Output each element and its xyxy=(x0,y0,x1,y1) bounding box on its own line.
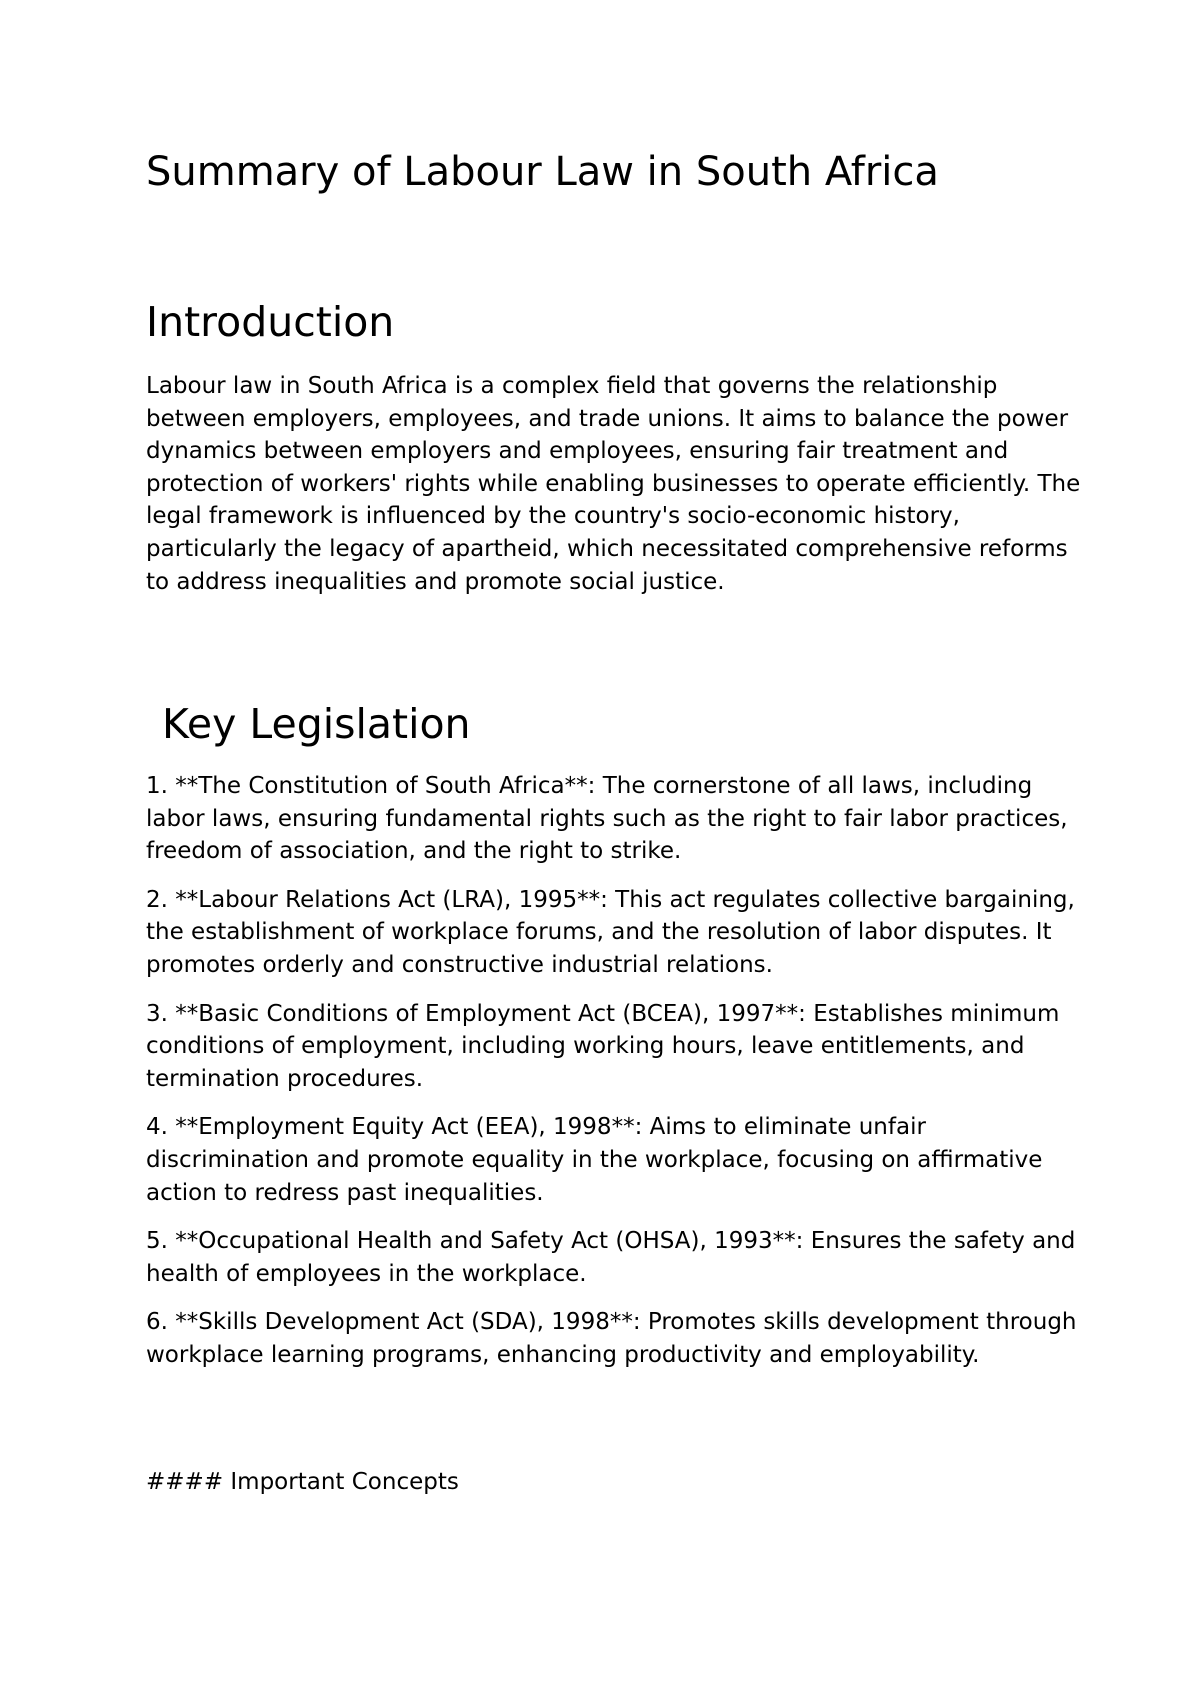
legislation-item-ohsa: 5. **Occupational Health and Safety Act (OHSA), 1993**: Ensures the safety and health of employees in the workplace. xyxy=(146,1228,1076,1287)
legislation-item-constitution: 1. **The Constitution of South Africa**: The cornerstone of all laws, including labor laws, ensuring fundamental rights such as the right to fair labor practices, freedom of association, and the right to strike. xyxy=(146,773,1068,865)
important-concepts-heading: #### Important Concepts xyxy=(146,1469,459,1495)
introduction-heading: Introduction xyxy=(146,298,395,346)
key-legislation-heading: Key Legislation xyxy=(162,700,471,748)
key-legislation-list xyxy=(146,770,1081,1388)
legislation-item-eea: 4. **Employment Equity Act (EEA), 1998**: Aims to eliminate unfair discrimination and promote equality in the workplace, focusing on affirmative action to redress past inequalities. xyxy=(146,1114,1043,1206)
legislation-item-bcea: 3. **Basic Conditions of Employment Act (BCEA), 1997**: Establishes minimum conditions of employment, including working hours, leave entitlements, and termination procedures. xyxy=(146,1000,1060,1092)
introduction-paragraph: Labour law in South Africa is a complex field that governs the relationship between employers, employees, and trade unions. It aims to balance the power dynamics between employers and employees, ensuring fair treatment and protection of workers' rights while enabling businesses to operate efficiently. The legal framework is influenced by the country's socio-economic history, particularly the legacy of apartheid, which necessitated comprehensive reforms to address inequalities and promote social justice. xyxy=(146,373,1081,595)
document-title: Summary of Labour Law in South Africa xyxy=(146,149,939,195)
legislation-item-lra: 2. **Labour Relations Act (LRA), 1995**: This act regulates collective bargaining, the establishment of workplace forums, and the resolution of labor disputes. It promotes orderly and constructive industrial relations. xyxy=(146,886,1075,978)
legislation-item-sda: 6. **Skills Development Act (SDA), 1998**: Promotes skills development through workplace learning programs, enhancing productivity and employability. xyxy=(146,1309,1077,1368)
